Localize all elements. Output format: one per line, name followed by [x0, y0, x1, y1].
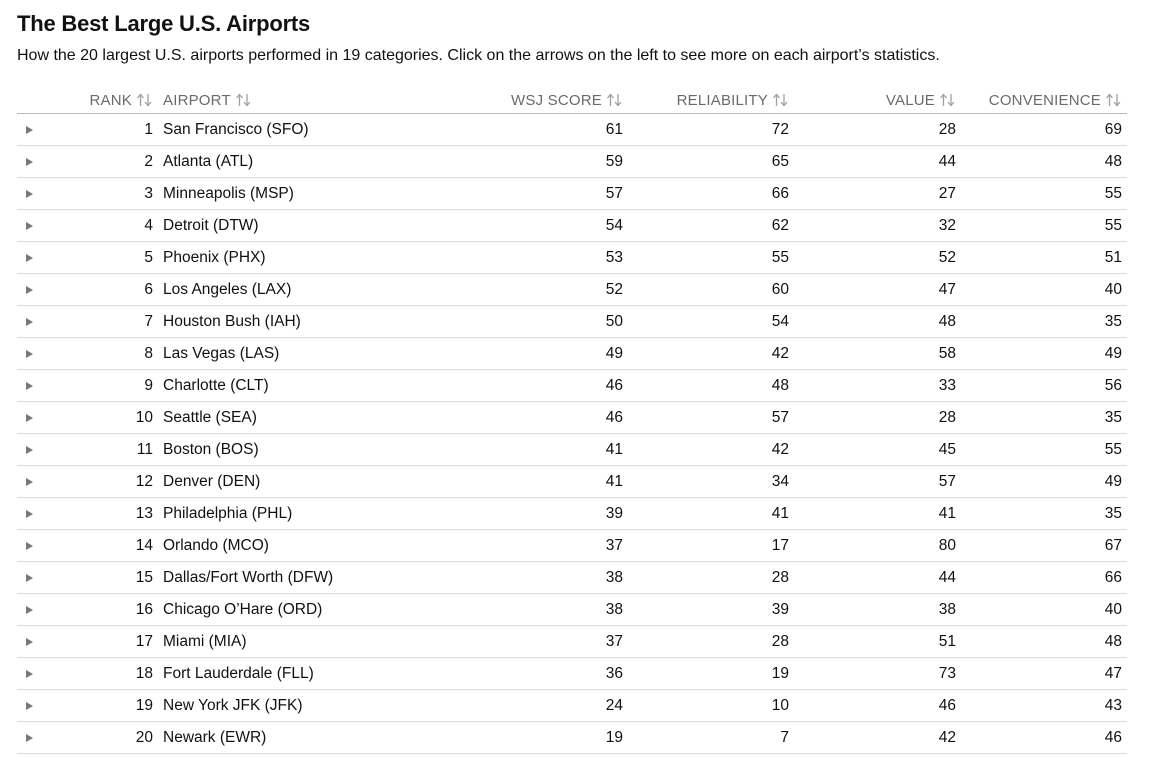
rank-cell: 11 — [136, 441, 153, 458]
wsj-score-cell: 38 — [605, 601, 623, 618]
sort-arrows-icon[interactable] — [939, 93, 956, 107]
expand-triangle-icon — [26, 478, 33, 486]
convenience-cell: 43 — [1104, 697, 1122, 714]
expand-row-button[interactable] — [22, 722, 36, 753]
airport-cell: Orlando (MCO) — [163, 537, 269, 554]
value-cell: 47 — [938, 281, 956, 298]
wsj-score-cell: 53 — [605, 249, 623, 266]
wsj-score-cell: 57 — [605, 185, 623, 202]
wsj-score-cell: 38 — [605, 569, 623, 586]
convenience-cell: 47 — [1104, 665, 1122, 682]
wsj-score-cell: 61 — [605, 121, 623, 138]
airport-cell: Dallas/Fort Worth (DFW) — [163, 569, 334, 586]
convenience-cell: 56 — [1104, 377, 1122, 394]
airport-cell: Boston (BOS) — [163, 441, 259, 458]
rank-cell: 16 — [135, 601, 153, 618]
rank-cell: 2 — [144, 153, 153, 170]
table-row — [17, 242, 1127, 274]
reliability-cell: 60 — [771, 281, 789, 298]
expand-row-button[interactable] — [22, 210, 36, 241]
airport-cell: Minneapolis (MSP) — [163, 185, 294, 202]
wsj-score-cell: 39 — [605, 505, 623, 522]
wsj-score-header-label: WSJ SCORE — [511, 91, 602, 109]
expand-triangle-icon — [26, 350, 33, 358]
value-cell: 46 — [938, 697, 956, 714]
wsj-score-cell: 19 — [605, 729, 623, 746]
reliability-cell: 57 — [771, 409, 789, 426]
table-row — [17, 466, 1127, 498]
expand-row-button[interactable] — [22, 306, 36, 337]
wsj-score-column-header[interactable] — [457, 90, 623, 110]
rank-cell: 9 — [144, 377, 153, 394]
expand-triangle-icon — [26, 254, 33, 262]
rank-cell: 18 — [135, 665, 153, 682]
value-cell: 51 — [938, 633, 956, 650]
reliability-cell: 19 — [771, 665, 789, 682]
airport-cell: Denver (DEN) — [163, 473, 261, 490]
convenience-cell: 35 — [1104, 409, 1122, 426]
reliability-cell: 66 — [771, 185, 789, 202]
table-row — [17, 626, 1127, 658]
expand-row-button[interactable] — [22, 594, 36, 625]
reliability-cell: 34 — [771, 473, 789, 490]
value-cell: 32 — [938, 217, 956, 234]
expand-triangle-icon — [26, 222, 33, 230]
table-header — [17, 85, 1127, 114]
expand-triangle-icon — [26, 382, 33, 390]
value-cell: 27 — [938, 185, 956, 202]
convenience-cell: 48 — [1104, 633, 1122, 650]
table-row — [17, 594, 1127, 626]
expand-triangle-icon — [26, 318, 33, 326]
value-cell: 44 — [938, 569, 956, 586]
rank-column-header[interactable] — [77, 90, 153, 110]
airport-cell: Los Angeles (LAX) — [163, 281, 292, 298]
table-row — [17, 146, 1127, 178]
value-cell: 38 — [938, 601, 956, 618]
airport-cell: Newark (EWR) — [163, 729, 267, 746]
value-cell: 73 — [938, 665, 956, 682]
expand-row-button[interactable] — [22, 530, 36, 561]
rank-cell: 17 — [135, 633, 153, 650]
table-row — [17, 690, 1127, 722]
reliability-cell: 55 — [771, 249, 789, 266]
value-cell: 28 — [938, 121, 956, 138]
airport-cell: Detroit (DTW) — [163, 217, 259, 234]
rank-cell: 4 — [144, 217, 153, 234]
rank-cell: 7 — [144, 313, 153, 330]
sort-arrows-icon[interactable] — [1105, 93, 1122, 107]
expand-row-button[interactable] — [22, 178, 36, 209]
rank-header-label: RANK — [89, 91, 132, 109]
table-row — [17, 338, 1127, 370]
reliability-cell: 62 — [771, 217, 789, 234]
expand-triangle-icon — [26, 638, 33, 646]
value-cell: 41 — [938, 505, 956, 522]
rank-cell: 3 — [144, 185, 153, 202]
reliability-cell: 42 — [771, 441, 789, 458]
convenience-cell: 49 — [1104, 345, 1122, 362]
table-row — [17, 210, 1127, 242]
reliability-cell: 7 — [780, 729, 789, 746]
reliability-cell: 48 — [771, 377, 789, 394]
value-cell: 33 — [938, 377, 956, 394]
airport-cell: San Francisco (SFO) — [163, 121, 309, 138]
expand-triangle-icon — [26, 190, 33, 198]
reliability-cell: 42 — [771, 345, 789, 362]
wsj-score-cell: 46 — [605, 409, 623, 426]
expand-triangle-icon — [26, 542, 33, 550]
wsj-score-cell: 41 — [605, 473, 623, 490]
airport-cell: Philadelphia (PHL) — [163, 505, 293, 522]
convenience-cell: 46 — [1104, 729, 1122, 746]
table-row — [17, 306, 1127, 338]
table-row — [17, 658, 1127, 690]
reliability-cell: 72 — [771, 121, 789, 138]
expand-row-button[interactable] — [22, 434, 36, 465]
wsj-score-cell: 49 — [605, 345, 623, 362]
rank-cell: 12 — [135, 473, 153, 490]
wsj-score-cell: 46 — [605, 377, 623, 394]
wsj-score-cell: 41 — [605, 441, 623, 458]
expand-row-button[interactable] — [22, 274, 36, 305]
airport-cell: Seattle (SEA) — [163, 409, 257, 426]
wsj-score-cell: 24 — [605, 697, 623, 714]
wsj-score-cell: 50 — [605, 313, 623, 330]
reliability-cell: 28 — [771, 569, 789, 586]
rank-cell: 5 — [144, 249, 153, 266]
expand-triangle-icon — [26, 734, 33, 742]
convenience-cell: 35 — [1104, 505, 1122, 522]
convenience-cell: 49 — [1104, 473, 1122, 490]
wsj-score-cell: 36 — [605, 665, 623, 682]
value-column-header[interactable] — [807, 90, 956, 110]
airport-cell: Fort Lauderdale (FLL) — [163, 665, 314, 682]
expand-row-button[interactable] — [22, 146, 36, 177]
expand-row-button[interactable] — [22, 562, 36, 593]
convenience-cell: 55 — [1104, 217, 1122, 234]
expand-triangle-icon — [26, 414, 33, 422]
value-cell: 42 — [938, 729, 956, 746]
value-cell: 58 — [938, 345, 956, 362]
reliability-cell: 54 — [771, 313, 789, 330]
table-row — [17, 498, 1127, 530]
airport-cell: Atlanta (ATL) — [163, 153, 254, 170]
expand-row-button[interactable] — [22, 242, 36, 273]
expand-triangle-icon — [26, 446, 33, 454]
page-title: The Best Large U.S. Airports — [17, 11, 311, 36]
expand-row-button[interactable] — [22, 626, 36, 657]
table-row — [17, 114, 1127, 146]
reliability-cell: 41 — [771, 505, 789, 522]
wsj-score-cell: 52 — [605, 281, 623, 298]
value-cell: 80 — [938, 537, 956, 554]
sort-arrows-icon[interactable] — [235, 93, 252, 107]
airport-cell: Charlotte (CLT) — [163, 377, 269, 394]
reliability-column-header[interactable] — [637, 90, 789, 110]
expand-row-button[interactable] — [22, 402, 36, 433]
airport-cell: Chicago O’Hare (ORD) — [163, 601, 323, 618]
wsj-score-cell: 59 — [605, 153, 623, 170]
reliability-cell: 10 — [771, 697, 789, 714]
convenience-cell: 67 — [1104, 537, 1122, 554]
page-subtitle: How the 20 largest U.S. airports performed in 19 categories. Click on the arrows on the left to see more on each airport’s statistics. — [17, 47, 940, 64]
value-cell: 57 — [938, 473, 956, 490]
rank-cell: 14 — [135, 537, 153, 554]
sort-arrows-icon[interactable] — [772, 93, 789, 107]
airport-header-label: AIRPORT — [163, 91, 231, 109]
table-row — [17, 562, 1127, 594]
table-row — [17, 402, 1127, 434]
sort-arrows-icon[interactable] — [136, 93, 153, 107]
expand-triangle-icon — [26, 606, 33, 614]
expand-triangle-icon — [26, 286, 33, 294]
rank-cell: 1 — [144, 121, 153, 138]
airport-ranking-table — [17, 85, 1127, 754]
rank-cell: 13 — [135, 505, 153, 522]
reliability-cell: 17 — [771, 537, 789, 554]
wsj-score-cell: 54 — [605, 217, 623, 234]
value-cell: 52 — [938, 249, 956, 266]
rank-cell: 15 — [135, 569, 153, 586]
value-header-label: VALUE — [885, 91, 935, 109]
expand-triangle-icon — [26, 670, 33, 678]
table-body — [17, 114, 1127, 754]
table-row — [17, 178, 1127, 210]
airport-cell: Las Vegas (LAS) — [163, 345, 280, 362]
reliability-cell: 39 — [771, 601, 789, 618]
value-cell: 45 — [938, 441, 956, 458]
expand-row-button[interactable] — [22, 658, 36, 689]
convenience-cell: 51 — [1104, 249, 1122, 266]
value-cell: 48 — [938, 313, 956, 330]
expand-triangle-icon — [26, 574, 33, 582]
expand-triangle-icon — [26, 158, 33, 166]
rank-cell: 10 — [135, 409, 153, 426]
convenience-cell: 40 — [1104, 601, 1122, 618]
convenience-cell: 66 — [1104, 569, 1122, 586]
table-row — [17, 434, 1127, 466]
value-cell: 28 — [938, 409, 956, 426]
airport-cell: Miami (MIA) — [163, 633, 247, 650]
convenience-cell: 69 — [1104, 121, 1122, 138]
value-cell: 44 — [938, 153, 956, 170]
convenience-cell: 55 — [1104, 185, 1122, 202]
reliability-header-label: RELIABILITY — [676, 91, 768, 109]
airport-cell: Houston Bush (IAH) — [163, 313, 301, 330]
convenience-header-label: CONVENIENCE — [988, 91, 1101, 109]
expand-row-button[interactable] — [22, 114, 36, 145]
convenience-column-header[interactable] — [972, 90, 1122, 110]
convenience-cell: 40 — [1104, 281, 1122, 298]
rank-cell: 20 — [135, 729, 153, 746]
reliability-cell: 65 — [771, 153, 789, 170]
sort-arrows-icon[interactable] — [606, 93, 623, 107]
airport-cell: Phoenix (PHX) — [163, 249, 266, 266]
convenience-cell: 55 — [1104, 441, 1122, 458]
airport-cell: New York JFK (JFK) — [163, 697, 303, 714]
expand-triangle-icon — [26, 702, 33, 710]
rank-cell: 19 — [135, 697, 153, 714]
table-row — [17, 722, 1127, 754]
convenience-cell: 35 — [1104, 313, 1122, 330]
expand-row-button[interactable] — [22, 466, 36, 497]
expand-triangle-icon — [26, 510, 33, 518]
convenience-cell: 48 — [1104, 153, 1122, 170]
rank-cell: 8 — [144, 345, 153, 362]
rank-cell: 6 — [144, 281, 153, 298]
expand-row-button[interactable] — [22, 338, 36, 369]
wsj-score-cell: 37 — [605, 537, 623, 554]
table-row — [17, 530, 1127, 562]
expand-row-button[interactable] — [22, 498, 36, 529]
airport-column-header[interactable] — [163, 90, 463, 110]
reliability-cell: 28 — [771, 633, 789, 650]
expand-row-button[interactable] — [22, 370, 36, 401]
expand-triangle-icon — [26, 126, 33, 134]
wsj-score-cell: 37 — [605, 633, 623, 650]
expand-row-button[interactable] — [22, 690, 36, 721]
table-row — [17, 370, 1127, 402]
table-row — [17, 274, 1127, 306]
